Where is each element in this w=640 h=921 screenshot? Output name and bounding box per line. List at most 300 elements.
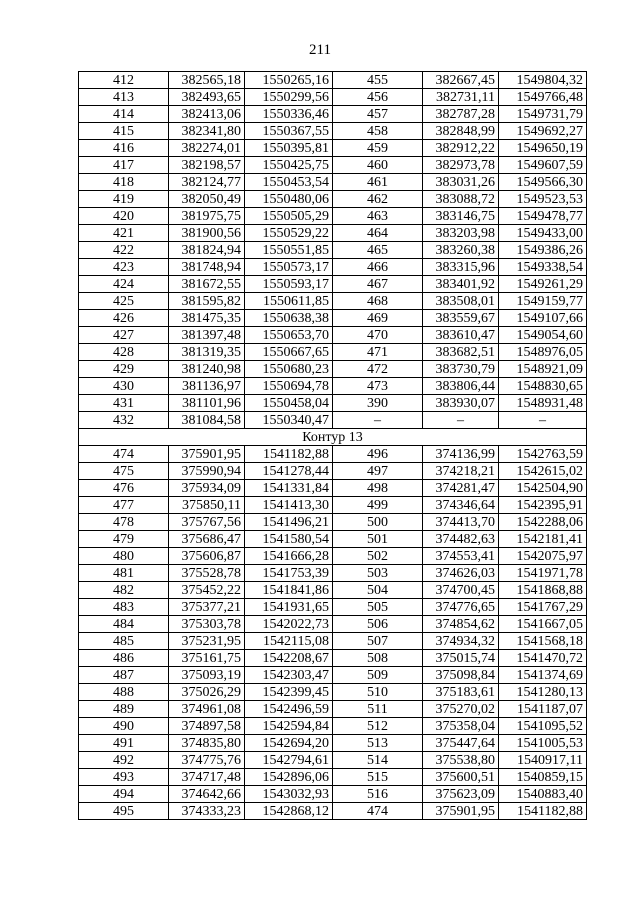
point-number-cell: 516 [333,786,423,803]
table-row [79,123,587,140]
y-coordinate-cell: 1541005,53 [499,735,587,752]
y-coordinate-cell: 1541413,30 [245,497,333,514]
point-number-cell: 420 [79,208,169,225]
point-number-cell: 484 [79,616,169,633]
point-number-cell: 503 [333,565,423,582]
x-coordinate-cell: 375528,78 [169,565,245,582]
x-coordinate-cell: 374626,03 [423,565,499,582]
y-coordinate-cell: 1549692,27 [499,123,587,140]
x-coordinate-cell: 383401,92 [423,276,499,293]
y-coordinate-cell: 1550529,22 [245,225,333,242]
x-coordinate-cell: 374136,99 [423,446,499,463]
y-coordinate-cell: 1542615,02 [499,463,587,480]
y-coordinate-cell: 1542022,73 [245,616,333,633]
y-coordinate-cell: 1549261,29 [499,276,587,293]
table-row [79,225,587,242]
x-coordinate-cell: 382731,11 [423,89,499,106]
y-coordinate-cell: 1549650,19 [499,140,587,157]
table-row [79,735,587,752]
table-row [79,769,587,786]
y-coordinate-cell: 1541331,84 [245,480,333,497]
x-coordinate-cell: 382667,45 [423,72,499,89]
x-coordinate-cell: 382848,99 [423,123,499,140]
point-number-cell: 475 [79,463,169,480]
x-coordinate-cell: 382912,22 [423,140,499,157]
table-row [79,599,587,616]
y-coordinate-cell: 1550694,78 [245,378,333,395]
y-coordinate-cell: 1542303,47 [245,667,333,684]
y-coordinate-cell: 1550480,06 [245,191,333,208]
x-coordinate-cell: 374281,47 [423,480,499,497]
x-coordinate-cell: 374897,58 [169,718,245,735]
point-number-cell: 500 [333,514,423,531]
table-row [79,684,587,701]
y-coordinate-cell: 1550551,85 [245,242,333,259]
y-coordinate-cell: 1541374,69 [499,667,587,684]
table-row [79,667,587,684]
x-coordinate-cell: – [423,412,499,429]
point-number-cell: 499 [333,497,423,514]
y-coordinate-cell: 1548830,65 [499,378,587,395]
y-coordinate-cell: 1542115,08 [245,633,333,650]
point-number-cell: 491 [79,735,169,752]
x-coordinate-cell: 382413,06 [169,106,245,123]
point-number-cell: 469 [333,310,423,327]
x-coordinate-cell: 383203,98 [423,225,499,242]
point-number-cell: 460 [333,157,423,174]
point-number-cell: 506 [333,616,423,633]
y-coordinate-cell: 1548976,05 [499,344,587,361]
y-coordinate-cell: 1541868,88 [499,582,587,599]
x-coordinate-cell: 381101,96 [169,395,245,412]
point-number-cell: 430 [79,378,169,395]
y-coordinate-cell: 1541280,13 [499,684,587,701]
x-coordinate-cell: 383559,67 [423,310,499,327]
x-coordinate-cell: 383730,79 [423,361,499,378]
y-coordinate-cell: 1549766,48 [499,89,587,106]
x-coordinate-cell: 374413,70 [423,514,499,531]
y-coordinate-cell: 1541095,52 [499,718,587,735]
y-coordinate-cell: 1542694,20 [245,735,333,752]
y-coordinate-cell: 1542496,59 [245,701,333,718]
x-coordinate-cell: 381824,94 [169,242,245,259]
y-coordinate-cell: 1540917,11 [499,752,587,769]
x-coordinate-cell: 375093,19 [169,667,245,684]
table-row [79,344,587,361]
y-coordinate-cell: 1550611,85 [245,293,333,310]
x-coordinate-cell: 375623,09 [423,786,499,803]
y-coordinate-cell: 1548921,09 [499,361,587,378]
section-header-group [79,429,587,446]
x-coordinate-cell: 383930,07 [423,395,499,412]
table-row [79,395,587,412]
y-coordinate-cell: 1549433,00 [499,225,587,242]
point-number-cell: 467 [333,276,423,293]
point-number-cell: 426 [79,310,169,327]
y-coordinate-cell: 1550653,70 [245,327,333,344]
y-coordinate-cell: 1550638,38 [245,310,333,327]
table-row [79,480,587,497]
section-header-row [79,429,587,446]
table-row [79,548,587,565]
point-number-cell: 458 [333,123,423,140]
y-coordinate-cell: 1542763,59 [499,446,587,463]
x-coordinate-cell: 375161,75 [169,650,245,667]
x-coordinate-cell: 374346,64 [423,497,499,514]
point-number-cell: 515 [333,769,423,786]
page-number: 211 [309,42,331,58]
x-coordinate-cell: 382973,78 [423,157,499,174]
table-body-bottom [79,446,587,820]
y-coordinate-cell: 1549804,32 [499,72,587,89]
y-coordinate-cell: 1550573,17 [245,259,333,276]
point-number-cell: 468 [333,293,423,310]
x-coordinate-cell: 375183,61 [423,684,499,701]
x-coordinate-cell: 375538,80 [423,752,499,769]
x-coordinate-cell: 382787,28 [423,106,499,123]
point-number-cell: 416 [79,140,169,157]
y-coordinate-cell: 1549607,59 [499,157,587,174]
point-number-cell: 510 [333,684,423,701]
point-number-cell: 428 [79,344,169,361]
point-number-cell: 427 [79,327,169,344]
y-coordinate-cell: 1549159,77 [499,293,587,310]
x-coordinate-cell: 381748,94 [169,259,245,276]
y-coordinate-cell: 1549107,66 [499,310,587,327]
y-coordinate-cell: 1541278,44 [245,463,333,480]
point-number-cell: 501 [333,531,423,548]
y-coordinate-cell: 1549478,77 [499,208,587,225]
x-coordinate-cell: 375447,64 [423,735,499,752]
y-coordinate-cell: 1541187,07 [499,701,587,718]
table-row [79,361,587,378]
x-coordinate-cell: 375026,29 [169,684,245,701]
y-coordinate-cell: 1550680,23 [245,361,333,378]
y-coordinate-cell: 1550458,04 [245,395,333,412]
x-coordinate-cell: 383315,96 [423,259,499,276]
x-coordinate-cell: 382198,57 [169,157,245,174]
table-row [79,106,587,123]
y-coordinate-cell: 1541666,28 [245,548,333,565]
table-row [79,531,587,548]
x-coordinate-cell: 375015,74 [423,650,499,667]
y-coordinate-cell: 1550395,81 [245,140,333,157]
y-coordinate-cell: – [499,412,587,429]
x-coordinate-cell: 375686,47 [169,531,245,548]
point-number-cell: 511 [333,701,423,718]
x-coordinate-cell: 375901,95 [423,803,499,820]
x-coordinate-cell: 382341,80 [169,123,245,140]
table-row [79,786,587,803]
y-coordinate-cell: 1541496,21 [245,514,333,531]
point-number-cell: 424 [79,276,169,293]
y-coordinate-cell: 1541841,86 [245,582,333,599]
point-number-cell: 497 [333,463,423,480]
point-number-cell: 482 [79,582,169,599]
x-coordinate-cell: 381240,98 [169,361,245,378]
y-coordinate-cell: 1542794,61 [245,752,333,769]
point-number-cell: 495 [79,803,169,820]
point-number-cell: 412 [79,72,169,89]
x-coordinate-cell: 382565,18 [169,72,245,89]
point-number-cell: 414 [79,106,169,123]
point-number-cell: 423 [79,259,169,276]
table-row [79,582,587,599]
point-number-cell: 476 [79,480,169,497]
x-coordinate-cell: 383682,51 [423,344,499,361]
table-row [79,174,587,191]
point-number-cell: 474 [333,803,423,820]
y-coordinate-cell: 1541667,05 [499,616,587,633]
point-number-cell: 455 [333,72,423,89]
x-coordinate-cell: 383806,44 [423,378,499,395]
point-number-cell: 512 [333,718,423,735]
x-coordinate-cell: 374642,66 [169,786,245,803]
table-row [79,242,587,259]
x-coordinate-cell: 375767,56 [169,514,245,531]
x-coordinate-cell: 381672,55 [169,276,245,293]
x-coordinate-cell: 381084,58 [169,412,245,429]
y-coordinate-cell: 1542594,84 [245,718,333,735]
point-number-cell: 509 [333,667,423,684]
x-coordinate-cell: 375990,94 [169,463,245,480]
table-row [79,803,587,820]
point-number-cell: 488 [79,684,169,701]
y-coordinate-cell: 1550367,55 [245,123,333,140]
y-coordinate-cell: 1542504,90 [499,480,587,497]
point-number-cell: 502 [333,548,423,565]
x-coordinate-cell: 375303,78 [169,616,245,633]
point-number-cell: 429 [79,361,169,378]
x-coordinate-cell: 374333,23 [169,803,245,820]
y-coordinate-cell: 1549566,30 [499,174,587,191]
table-row [79,140,587,157]
y-coordinate-cell: 1542399,45 [245,684,333,701]
point-number-cell: 470 [333,327,423,344]
y-coordinate-cell: 1542896,06 [245,769,333,786]
point-number-cell: 490 [79,718,169,735]
table-row [79,293,587,310]
point-number-cell: 456 [333,89,423,106]
table-row [79,327,587,344]
point-number-cell: 457 [333,106,423,123]
x-coordinate-cell: 375606,87 [169,548,245,565]
point-number-cell: 466 [333,259,423,276]
x-coordinate-cell: 381595,82 [169,293,245,310]
point-number-cell: 480 [79,548,169,565]
y-coordinate-cell: 1550299,56 [245,89,333,106]
x-coordinate-cell: 381319,35 [169,344,245,361]
coordinates-table [78,71,587,820]
x-coordinate-cell: 374482,63 [423,531,499,548]
point-number-cell: 473 [333,378,423,395]
point-number-cell: 486 [79,650,169,667]
x-coordinate-cell: 381900,56 [169,225,245,242]
point-number-cell: 479 [79,531,169,548]
point-number-cell: 505 [333,599,423,616]
x-coordinate-cell: 374934,32 [423,633,499,650]
point-number-cell: 513 [333,735,423,752]
x-coordinate-cell: 383260,38 [423,242,499,259]
point-number-cell: 462 [333,191,423,208]
y-coordinate-cell: 1549386,26 [499,242,587,259]
y-coordinate-cell: 1550425,75 [245,157,333,174]
point-number-cell: 417 [79,157,169,174]
point-number-cell: 485 [79,633,169,650]
x-coordinate-cell: 375231,95 [169,633,245,650]
y-coordinate-cell: 1542868,12 [245,803,333,820]
point-number-cell: 493 [79,769,169,786]
point-number-cell: 390 [333,395,423,412]
x-coordinate-cell: 381397,48 [169,327,245,344]
point-number-cell: 432 [79,412,169,429]
section-title: Контур 13 [79,429,587,446]
point-number-cell: 461 [333,174,423,191]
point-number-cell: 514 [333,752,423,769]
table-row [79,310,587,327]
point-number-cell: 489 [79,701,169,718]
x-coordinate-cell: 381975,75 [169,208,245,225]
y-coordinate-cell: 1541182,88 [499,803,587,820]
x-coordinate-cell: 374961,08 [169,701,245,718]
point-number-cell: 496 [333,446,423,463]
point-number-cell: 483 [79,599,169,616]
y-coordinate-cell: 1540859,15 [499,769,587,786]
point-number-cell: 431 [79,395,169,412]
y-coordinate-cell: 1548931,48 [499,395,587,412]
point-number-cell: 477 [79,497,169,514]
table-row [79,565,587,582]
x-coordinate-cell: 374854,62 [423,616,499,633]
point-number-cell: 504 [333,582,423,599]
table-row [79,718,587,735]
y-coordinate-cell: 1542075,97 [499,548,587,565]
x-coordinate-cell: 383031,26 [423,174,499,191]
table-row [79,412,587,429]
table-row [79,72,587,89]
x-coordinate-cell: 382124,77 [169,174,245,191]
x-coordinate-cell: 375098,84 [423,667,499,684]
x-coordinate-cell: 375270,02 [423,701,499,718]
table-row [79,497,587,514]
point-number-cell: 413 [79,89,169,106]
y-coordinate-cell: 1540883,40 [499,786,587,803]
y-coordinate-cell: 1543032,93 [245,786,333,803]
point-number-cell: 472 [333,361,423,378]
table-row [79,191,587,208]
y-coordinate-cell: 1550593,17 [245,276,333,293]
table-row [79,616,587,633]
table-body-top [79,72,587,429]
y-coordinate-cell: 1550265,16 [245,72,333,89]
x-coordinate-cell: 375377,21 [169,599,245,616]
x-coordinate-cell: 383610,47 [423,327,499,344]
x-coordinate-cell: 383146,75 [423,208,499,225]
x-coordinate-cell: 382050,49 [169,191,245,208]
x-coordinate-cell: 375901,95 [169,446,245,463]
x-coordinate-cell: 381475,35 [169,310,245,327]
point-number-cell: 492 [79,752,169,769]
y-coordinate-cell: 1542288,06 [499,514,587,531]
point-number-cell: 419 [79,191,169,208]
table-row [79,633,587,650]
y-coordinate-cell: 1549731,79 [499,106,587,123]
x-coordinate-cell: 374835,80 [169,735,245,752]
x-coordinate-cell: 374775,76 [169,752,245,769]
table-row [79,208,587,225]
y-coordinate-cell: 1549523,53 [499,191,587,208]
point-number-cell: 464 [333,225,423,242]
y-coordinate-cell: 1541580,54 [245,531,333,548]
y-coordinate-cell: 1550505,29 [245,208,333,225]
y-coordinate-cell: 1550336,46 [245,106,333,123]
point-number-cell: 421 [79,225,169,242]
table-row [79,378,587,395]
point-number-cell: 474 [79,446,169,463]
y-coordinate-cell: 1550340,47 [245,412,333,429]
y-coordinate-cell: 1541182,88 [245,446,333,463]
x-coordinate-cell: 375934,09 [169,480,245,497]
point-number-cell: 494 [79,786,169,803]
x-coordinate-cell: 383088,72 [423,191,499,208]
y-coordinate-cell: 1542395,91 [499,497,587,514]
x-coordinate-cell: 375452,22 [169,582,245,599]
point-number-cell: 471 [333,344,423,361]
table-row [79,752,587,769]
x-coordinate-cell: 382274,01 [169,140,245,157]
point-number-cell: 425 [79,293,169,310]
x-coordinate-cell: 374776,65 [423,599,499,616]
point-number-cell: – [333,412,423,429]
point-number-cell: 415 [79,123,169,140]
x-coordinate-cell: 374553,41 [423,548,499,565]
x-coordinate-cell: 374700,45 [423,582,499,599]
point-number-cell: 498 [333,480,423,497]
x-coordinate-cell: 382493,65 [169,89,245,106]
x-coordinate-cell: 375850,11 [169,497,245,514]
point-number-cell: 465 [333,242,423,259]
y-coordinate-cell: 1542208,67 [245,650,333,667]
x-coordinate-cell: 374218,21 [423,463,499,480]
table-row [79,157,587,174]
table-row [79,514,587,531]
table-row [79,276,587,293]
point-number-cell: 422 [79,242,169,259]
x-coordinate-cell: 374717,48 [169,769,245,786]
point-number-cell: 487 [79,667,169,684]
point-number-cell: 463 [333,208,423,225]
table-row [79,463,587,480]
point-number-cell: 507 [333,633,423,650]
y-coordinate-cell: 1550667,65 [245,344,333,361]
y-coordinate-cell: 1541568,18 [499,633,587,650]
point-number-cell: 508 [333,650,423,667]
y-coordinate-cell: 1549338,54 [499,259,587,276]
y-coordinate-cell: 1541931,65 [245,599,333,616]
x-coordinate-cell: 375358,04 [423,718,499,735]
x-coordinate-cell: 375600,51 [423,769,499,786]
table-row [79,89,587,106]
x-coordinate-cell: 383508,01 [423,293,499,310]
point-number-cell: 418 [79,174,169,191]
point-number-cell: 478 [79,514,169,531]
point-number-cell: 481 [79,565,169,582]
y-coordinate-cell: 1542181,41 [499,531,587,548]
y-coordinate-cell: 1541971,78 [499,565,587,582]
y-coordinate-cell: 1550453,54 [245,174,333,191]
y-coordinate-cell: 1541753,39 [245,565,333,582]
table-row [79,650,587,667]
